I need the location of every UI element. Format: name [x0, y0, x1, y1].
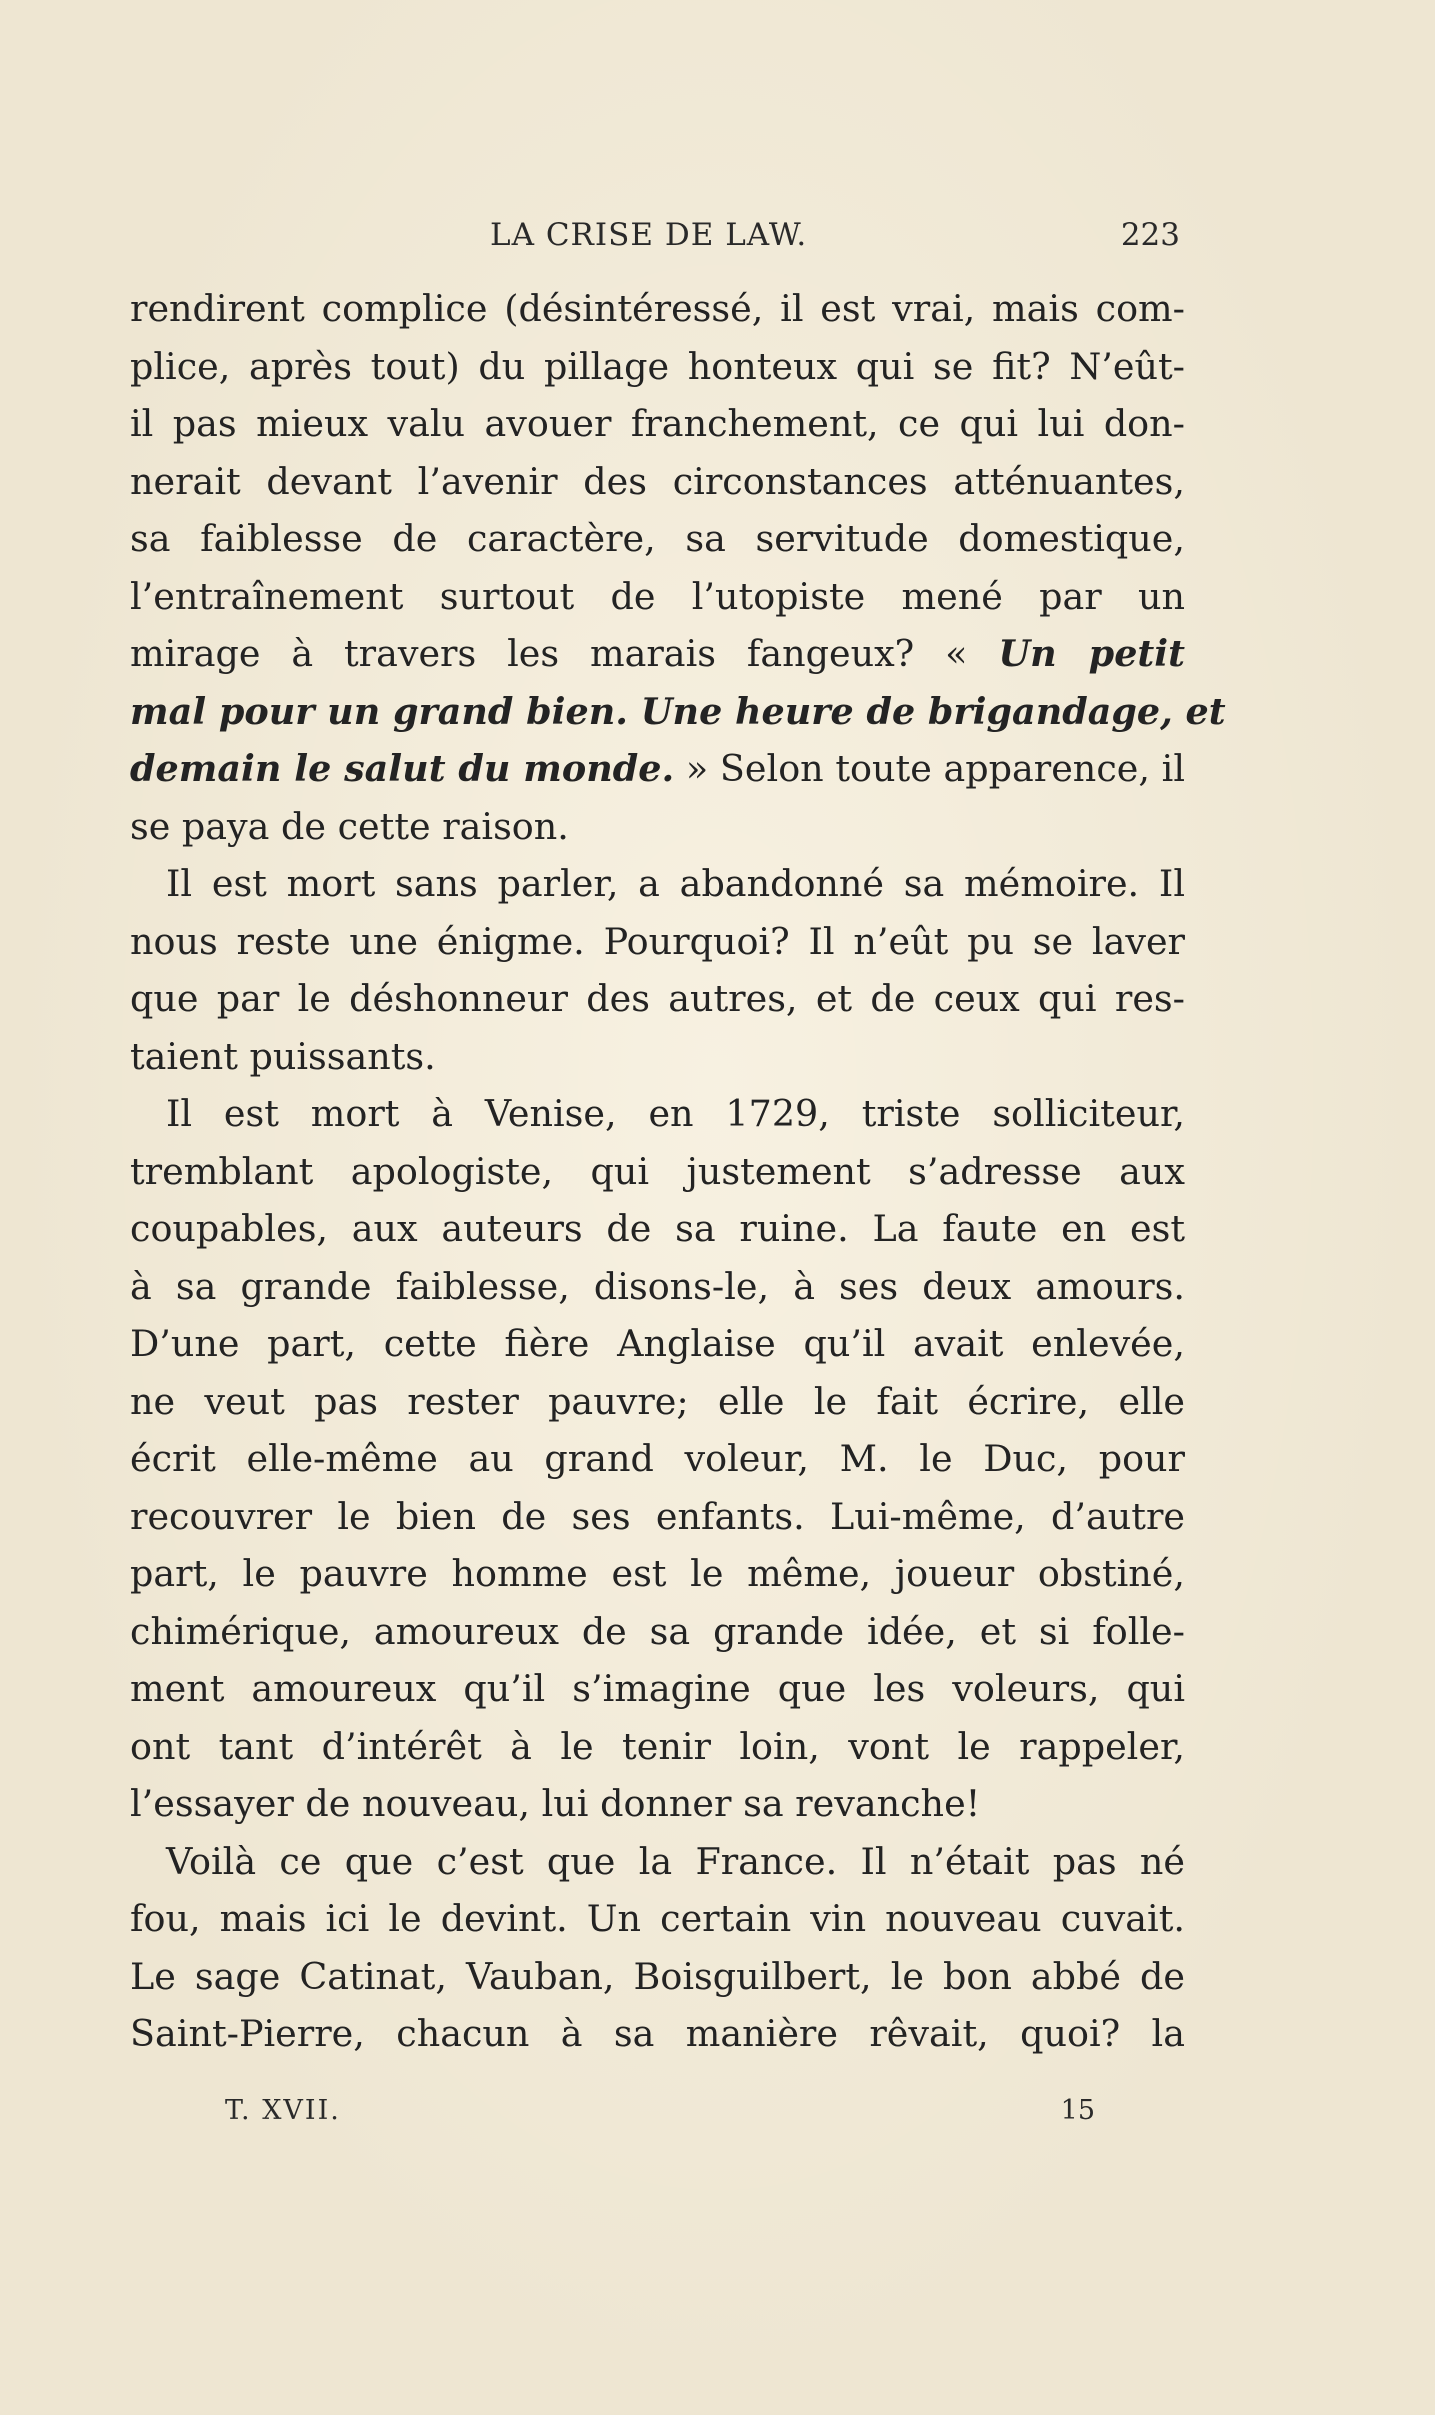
text-line: l’entraînement surtout de l’utopiste mené par un: [130, 574, 1185, 618]
text-line: se paya de cette raison.: [130, 804, 569, 848]
sheet-number: 15: [1060, 2095, 1095, 2126]
quote-italic: demain le salut du monde.: [130, 747, 675, 790]
text-line-start: mirage à travers les marais fangeux? «: [130, 632, 999, 675]
text-line: écrit elle-même au grand voleur, M. le Duc, pour: [130, 1437, 1185, 1480]
text-line: tremblant apologiste, qui justement s’adresse aux: [130, 1149, 1185, 1193]
text-line: coupables, aux auteurs de sa ruine. La faute en est: [130, 1207, 1185, 1250]
text-line: nous reste une énigme. Pourquoi? Il n’eût pu se laver: [130, 919, 1185, 963]
volume-signature: T. XVII.: [225, 2095, 341, 2126]
text-line: ne veut pas rester pauvre; elle le fait écrire, elle: [130, 1379, 1185, 1423]
page-number: 223: [1120, 217, 1180, 253]
text-line: il pas mieux valu avouer franchement, ce qui lui don-: [130, 402, 1185, 445]
text-line: plice, après tout) du pillage honteux qui se fit? N’eût-: [130, 344, 1185, 388]
text-line-end: » Selon toute apparence, il: [674, 747, 1186, 790]
running-title: LA CRISE DE LAW.: [490, 217, 808, 253]
text-line: sa faiblesse de caractère, sa servitude domestique,: [130, 517, 1185, 560]
quote-italic: mal pour un grand bien. Une heure de brigandage, et: [130, 689, 1226, 733]
text-line: [130, 625, 1185, 683]
text-line: l’essayer de nouveau, lui donner sa revanche!: [130, 1782, 981, 1825]
quote-italic: Un petit: [998, 632, 1186, 675]
text-line: ont tant d’intérêt à le tenir loin, vont le rappeler,: [130, 1724, 1185, 1768]
text-line: fou, mais ici le devint. Un certain vin nouveau cuvait.: [130, 1897, 1185, 1940]
text-line: D’une part, cette fière Anglaise qu’il avait enlevée,: [130, 1322, 1185, 1365]
page-footer: [225, 2095, 1095, 2135]
text-line: rendirent complice (désintéressé, il est vrai, mais com-: [130, 287, 1185, 330]
text-line: à sa grande faiblesse, disons-le, à ses deux amours.: [130, 1264, 1185, 1308]
text-line: ment amoureux qu’il s’imagine que les voleurs, qui: [130, 1667, 1185, 1710]
text-line: Voilà ce que c’est que la France. Il n’était pas né: [166, 1839, 1185, 1883]
text-line: nerait devant l’avenir des circonstances atténuantes,: [130, 459, 1185, 503]
running-head: [130, 217, 1180, 257]
text-line: Saint-Pierre, chacun à sa manière rêvait, quoi? la: [130, 2012, 1185, 2055]
text-line: Il est mort à Venise, en 1729, triste solliciteur,: [166, 1092, 1185, 1135]
text-line: que par le déshonneur des autres, et de ceux qui res-: [130, 977, 1185, 1020]
text-line: taient puissants.: [130, 1034, 436, 1078]
text-line: chimérique, amoureux de sa grande idée, et si folle-: [130, 1609, 1185, 1653]
text-line: [130, 740, 1185, 798]
text-line: Il est mort sans parler, a abandonné sa mémoire. Il: [166, 862, 1185, 905]
text-line: part, le pauvre homme est le même, joueur obstiné,: [130, 1552, 1185, 1595]
text-line: [130, 683, 1226, 741]
text-line: Le sage Catinat, Vauban, Boisguilbert, le bon abbé de: [130, 1954, 1185, 1998]
body-text: [130, 280, 1226, 2063]
text-line: recouvrer le bien de ses enfants. Lui-même, d’autre: [130, 1494, 1185, 1538]
